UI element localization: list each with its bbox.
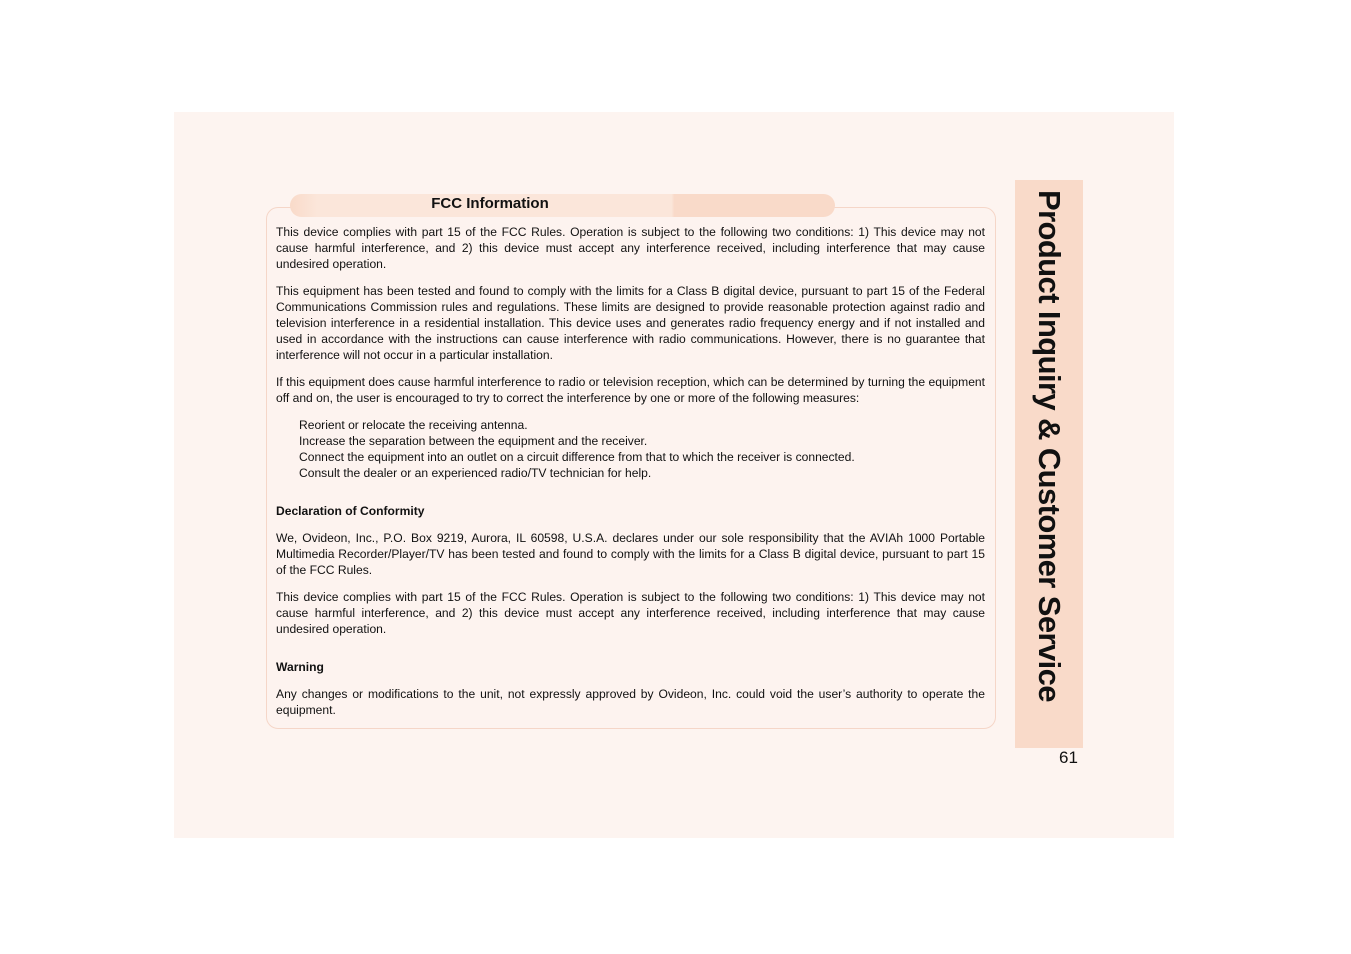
declaration-paragraph-1: We, Ovideon, Inc., P.O. Box 9219, Aurora, IL 60598, U.S.A. declares under our sole responsibility that the AVIAh 1000 Portable Multimedia Recorder/Player/TV has been tested and found to comply with the limits for a Class B digital device, pursuant to part 15 of the FCC Rules. bbox=[276, 531, 985, 577]
list-item: Connect the equipment into an outlet on a circuit difference from that to which the receiver is connected. bbox=[299, 450, 855, 464]
warning-heading: Warning bbox=[276, 660, 324, 674]
declaration-heading: Declaration of Conformity bbox=[276, 504, 425, 518]
fcc-content bbox=[276, 224, 985, 729]
fcc-paragraph-3: If this equipment does cause harmful interference to radio or television reception, which can be determined by turning the equipment off and on, the user is encouraged to try to correct the interference by one or more of the following measures: bbox=[276, 375, 985, 405]
page-number: 61 bbox=[1059, 748, 1078, 767]
list-item: Increase the separation between the equipment and the receiver. bbox=[299, 434, 648, 448]
side-tab-label: Product Inquiry & Customer Service bbox=[1032, 190, 1067, 702]
warning-text: Any changes or modifications to the unit, not expressly approved by Ovideon, Inc. could void the user’s authority to operate the equipment. bbox=[276, 687, 985, 717]
fcc-paragraph-2: This equipment has been tested and found to comply with the limits for a Class B digital device, pursuant to part 15 of the Federal Communications Commission rules and regulations. These limits are designed to provide reasonable protection against radio and television interference in a residential installation. This device uses and generates radio frequency energy and if not installed and used in accordance with the instructions can cause interference with radio communications. However, there is no guarantee that interference will not occur in a particular installation. bbox=[276, 284, 985, 362]
fcc-paragraph-1: This device complies with part 15 of the FCC Rules. Operation is subject to the following two conditions: 1) This device may not cause harmful interference, and 2) this device must accept any interference received, including interference that may cause undesired operation. bbox=[276, 225, 985, 271]
measures-list bbox=[299, 417, 985, 481]
list-item: Consult the dealer or an experienced radio/TV technician for help. bbox=[299, 466, 652, 480]
section-title: FCC Information bbox=[431, 195, 549, 212]
list-item: Reorient or relocate the receiving antenna. bbox=[299, 418, 528, 432]
declaration-paragraph-2: This device complies with part 15 of the FCC Rules. Operation is subject to the following two conditions: 1) This device may not cause harmful interference, and 2) this device must accept any interference received, including interference that may cause undesired operation. bbox=[276, 590, 985, 636]
